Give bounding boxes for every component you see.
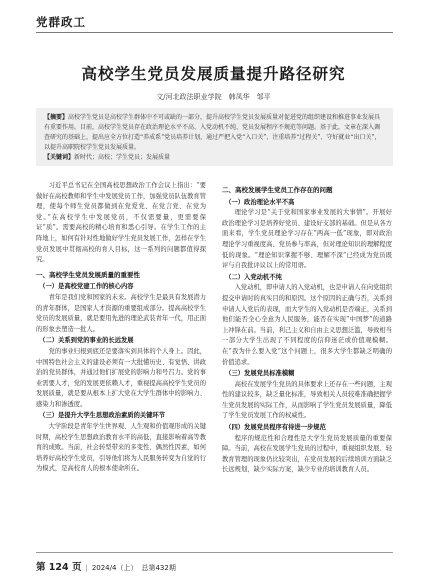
article-affiliation: 文/河北政法职业学院 韩凤华 邹平: [156, 93, 271, 101]
page-number: 第 124 页: [36, 562, 82, 573]
issue-total: 总第432期: [141, 564, 176, 572]
body-right-column: [222, 181, 392, 477]
section-1-sub-1-text: 青年是我们党和国家的未来。高校学生是最具有发展潜力的青年群体，是国家人才资源的重要组成部分。提高高校学生党员的发展质量，就是要用先进的理论武装青年一代，用正面的形象去塑造一批人。: [36, 293, 207, 333]
section-2-sub-4-heading: （四）发展党员程序有待进一步规范: [225, 424, 326, 432]
abstract-label: 【摘要】: [44, 114, 69, 121]
section-2-sub-4-text: 程序的规范性和合理性是大学生党员发展质量的重要保障。当前，高校在发展学生党员的过程中，重视组织发展、轻教育管理的现象仍比较突出，在党员发展的后续培训方面缺乏长远规划，缺少实际方案，缺少专业的培训教育人员。: [222, 434, 393, 474]
page-footer: [36, 559, 176, 573]
keywords-text: 新时代；高校；学生党员；发展质量: [74, 154, 171, 161]
section-1-sub-2-heading: （二）关系到党的事业的长远发展: [39, 337, 134, 345]
section-2-sub-1-heading: （一）政治理论水平不高: [225, 198, 295, 206]
section-1-sub-3-text: 大学阶段是青年学生世界观、人生观和价值观形成的关键时期，高校学生思想政治教育水平的高低，直接影响着高等教育的成败。当前，社会转型带来的多变性、偶然性因素，如何培养好高校学生党员，引导他们将为人民服务转变为自觉的行为模式，是高校育人的根本使命所在。: [36, 423, 207, 473]
section-2-sub-1-text: 理论学习是“关于党和国家事业发展的大事情”。开展好政治理论学习是培养好党员、建设好支部的基础。但是从各方面来看，学生党员理论学习存在“两高一低”现象，即对政治理论学习重视度高、党员参与率高，但对理论知识的理解程度低的现象。“理论知识掌握不够、理解不深”已经成为党员既评与自我批评议以上的常用语。: [222, 209, 393, 270]
section-1-sub-2-text: 党的事业归根到底还是要落实到具体的个人身上。因此，中国特色社会主义的建设必须有一大批懂历史、有觉悟、讲政治的党员群体，并通过他们扩展党的影响力和号召力。党的事业需要人才，党的发展更依赖人才，重视提高高校学生党员的发展质量，就是要从根本上扩大党在大学生群体中的影响力、感染力和渗透度。: [36, 347, 207, 408]
section-1-heading: 一、高校学生党员发展质量的重要性: [36, 270, 140, 279]
section-2-heading: 二、高校发展学生党员工作存在的问题: [222, 186, 333, 194]
footer-separator: |: [85, 564, 88, 572]
section-1-sub-3-heading: （三）是提升大学生思想政治素质的关键环节: [39, 412, 166, 420]
section-1-sub-1-heading: （一）是高校党建工作的核心内容: [39, 283, 134, 291]
footer-divider: [36, 552, 393, 553]
header-divider: [36, 32, 393, 33]
intro-paragraph: 习近平总书记在全国高校思想政治工作会议上指出：“要做好在高校教师和学生中发展党员工作，加强党员队伍教育管理，使每个师生党员都做到在党爱党、在党言党、在党为党。”在高校学生中发展党员，不仅需要量，更需要保证“质”。需要高校的精心培育和悉心引导。在学生工作的主阵地上，如何有针对性地做好学生党员发展工作，怎样在学生党员发展中贯彻高校的育人目标，这一系列的问题都值得探究。: [36, 182, 207, 264]
section-2-sub-2-text: 入党动机，即申请人的入党动机，也是申请人在向党组织提交申请时的真实目的和原因。这个原因的正确与否，关系到申请人入党后的表现，而大学生的入党动机是否端正，关系到他们能否全心全意为人民服务，能否在实现“中国梦”的道路上冲锋在前。当前，利己主义和自由主义思想泛滥，导致相当一部分大学生出现了不同程度的信仰迷茫或价值观模糊。在“我为什么要入党”这个问题上，很多大学生都缺乏明确的价值追求。: [222, 284, 393, 366]
keywords-label: 【关键词】: [44, 154, 75, 161]
issue-date: 2024/4（上）: [91, 564, 138, 572]
section-2-sub-2-heading: （二）入党动机不纯: [225, 273, 282, 281]
section-tag: 党群政工: [36, 15, 86, 29]
abstract-text: 高校学生党员是高校学生群体中不可或缺的一部分，提升高校学生党员发展质量对促进党的组织建设和推进事业发展具有重要作用。目前，高校学生党员存在政治理论水平不高、入党动机不纯、党员发展程序不规范等问题。基于此，文章在深入调查研究的基础上，提出应全方位打造“养成系”党员培养计划，通过严把入党“入口关”、注重培养“过程关”、守好就业“出口关”，以提升高职院校学生党员发展质量。: [44, 114, 381, 151]
abstract-box: [36, 108, 393, 166]
section-2-sub-3-heading: （三）发展党员标准模糊: [225, 370, 295, 378]
article-title: 高校学生党员发展质量提升路径研究: [81, 64, 346, 83]
body-left-column: [36, 181, 206, 476]
section-2-sub-3-text: 高校在发展学生党员的具体要求上还存在一些问题，主观性的建议较多，缺乏量化标准，导致相关人员较难准确把握学生党员发展的实际工作，从而影响了学生党员发展质量，降低了学生党员发展工作的权威性。: [222, 380, 393, 420]
